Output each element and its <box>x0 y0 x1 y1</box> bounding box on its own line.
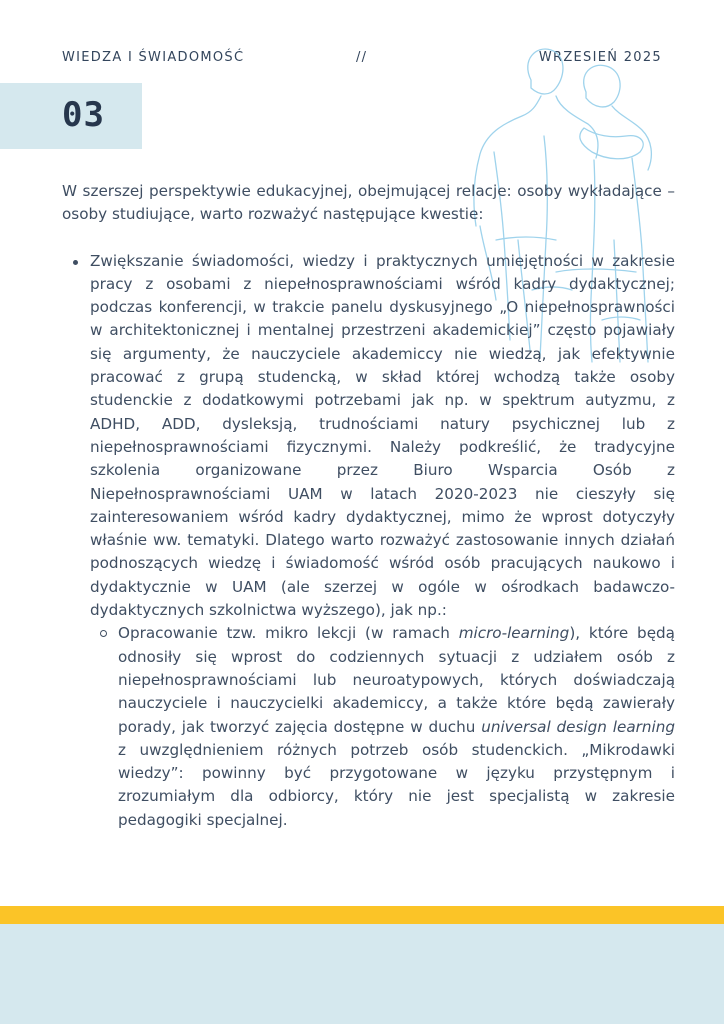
list-item <box>62 250 675 832</box>
sub-bullet-list <box>90 622 675 832</box>
section-number: 03 <box>62 95 105 135</box>
header-separator: // <box>356 50 368 65</box>
intro-paragraph: W szerszej perspektywie edukacyjnej, obejmującej relacje: osoby wykładające – osoby studiujące, warto rozważyć następujące kwestie: <box>62 182 675 224</box>
sub-bullet-emphasis-1: micro-learning <box>458 624 570 643</box>
header-date: WRZESIEŃ 2025 <box>538 50 662 65</box>
sub-list-item <box>90 622 675 832</box>
footer-blue-band <box>0 924 724 1024</box>
bullet-text: Zwiększanie świadomości, wiedzy i praktycznych umiejętności w zakresie pracy z osobami z niepełnosprawnościami wśród kadry dydaktycznej; podczas konferencji, w trakcie panelu dyskusyjnego „O niepełnosprawności w architektonicznej i mentalnej przestrzeni akademickiej” często pojawiały się argumenty, że nauczyciele akademiccy nie wiedzą, jak efektywnie pracować z grupą studencką, w skład której wchodzą także osoby studenckie z dodatkowymi potrzebami jak np. w spektrum autyzmu, z ADHD, ADD, dysleksją, trudnościami natury psychicznej lub z niepełnosprawnościami fizycznymi. Należy podkreślić, że tradycyjne szkolenia organizowane przez Biuro Wsparcia Osób z Niepełnosprawnościami UAM w latach 2020-2023 nie cieszyły się zainteresowaniem wśród kadry dydaktycznej, mimo że wprost dotyczyły właśnie ww. tematyki. Dlatego warto rozważyć zastosowanie innych działań podnoszących wiedzę i świadomość wśród osób pracujących naukowo i dydaktycznie w UAM (ale szerzej w ogóle w ośrodkach badawczo-dydaktycznych szkolnictwa wyższego), jak np.: <box>90 251 675 620</box>
bullet-list <box>62 250 675 832</box>
sub-bullet-text-part1: Opracowanie tzw. mikro lekcji (w ramach <box>118 624 459 643</box>
section-number-box <box>0 83 142 149</box>
sub-bullet-emphasis-2: universal design learning <box>481 717 675 736</box>
sub-bullet-text-part3: z uwzględnieniem różnych potrzeb osób studenckich. „Mikrodawki wiedzy”: powinny być przygotowane w języku przystępnym i zrozumiałym dla odbiorcy, który nie jest specjalistą w zakresie pedagogiki specjalnej. <box>118 740 675 829</box>
header-section-title: WIEDZA I ŚWIADOMOŚĆ <box>62 50 245 65</box>
footer-yellow-band <box>0 906 724 924</box>
main-content <box>62 180 675 832</box>
sub-bullet-text-part2: ), które będą odnosiły się wprost do codziennych sytuacji z udziałem osób z niepełnosprawnościami lub neuroatypowych, których doświadczają nauczyciele i nauczycielki akademiccy, a także które będą zawierały porady, jak tworzyć zajęcia dostępne w duchu <box>118 624 675 736</box>
